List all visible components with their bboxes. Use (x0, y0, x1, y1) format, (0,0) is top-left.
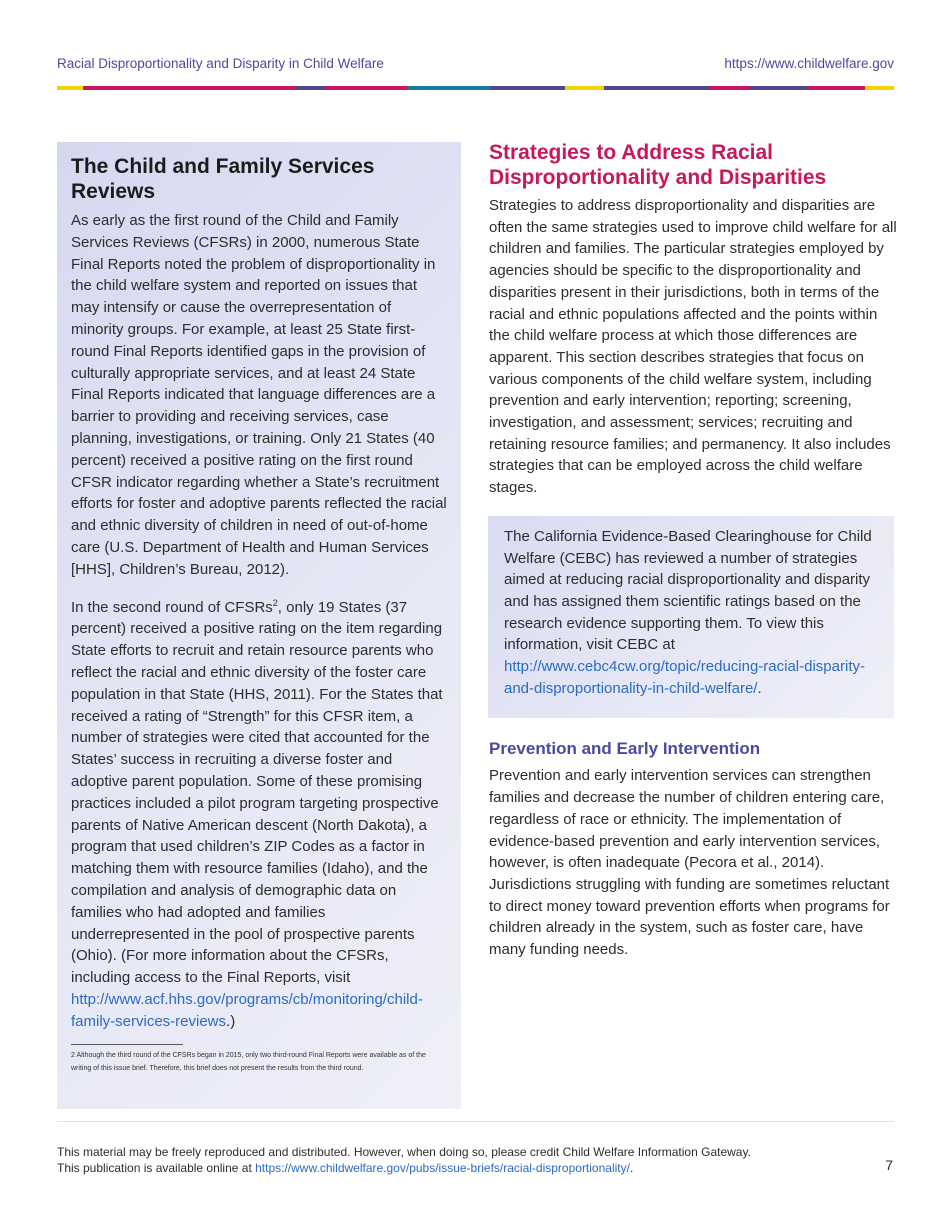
sidebar-p2-start: In the second round of CFSRs (71, 598, 273, 616)
cebc-link[interactable]: http://www.cebc4cw.org/topic/reducing-racial-disparity-and-disproportionality-in-child-welfare/ (504, 658, 865, 697)
sidebar-p2-rest: , only 19 States (37 percent) received a positive rating on the item regarding State efforts to recruit and retain resource parents who reflect the racial and ethnic diversity of the foster care population in that State (HHS, 2011). For the States that received a rating of “Strength” for this CFSR item, a number of strategies were cited that accounted for the States’ success in recruiting a diverse foster and adoptive parent population. Some of these promising practices included a pilot program targeting prospective parents of Native American descent (North Dakota), a program that used children’s ZIP Codes as a factor in matching them with resource families (Idaho), and the compilation and analysis of demographic data on families who had adopted and families underrepresented in the pool of prospective parents (Ohio). (For more information about the CFSRs, including access to the Final Reports, visit (71, 598, 443, 987)
color-bar-segment (407, 86, 490, 90)
color-bar-segment (710, 86, 749, 90)
color-bar-segment (83, 86, 296, 90)
sidebar-title: The Child and Family Services Reviews (71, 155, 375, 203)
color-bar-segment (749, 86, 807, 90)
sidebar-paragraph-1: As early as the first round of the Child and Family Services Reviews (CFSRs) in 2000, numerous State Final Reports noted the problem of disproportionality in the child welfare system and reported on issues that may intensify or cause the overrepresentation of minority groups. For example, at least 25 State first-round Final Reports identified gaps in the provision of culturally appropriate services, and at least 24 State Final Reports indicated that language differences are a barrier to providing and receiving services, case planning, investigations, or training. Only 21 States (40 percent) received a positive rating on the first round CFSR indicator regarding whether a State’s recruitment efforts for foster and adoptive parents reflected the racial and ethnic diversity of children in need of out-of-home care (U.S. Department of Health and Human Services [HHS], Children’s Bureau, 2012). (71, 212, 447, 578)
sidebar-p2-end: .) (226, 1012, 236, 1030)
color-bar-segment (325, 86, 407, 90)
prevention-subheading: Prevention and Early Intervention (489, 739, 761, 759)
intro-paragraph: Strategies to address disproportionality and disparities are often the same strategies used to improve child welfare for all children and families. The particular strategies employed by agencies should be specific to the disproportionality and disparities present in their jurisdictions, both in terms of the racial and ethnic populations affected and the points within the child welfare process at which those differences are apparent. This section describes strategies that focus on various components of the child welfare system, including prevention and early intervention; reporting; screening, investigation, and assessment; services; recruiting and retaining resource families; and permanency. It also includes strategies that can be employed across the child welfare stages. (489, 197, 897, 497)
footer-line-2 (57, 1160, 817, 1176)
sidebar-paragraph-2 (71, 597, 447, 1033)
footer-line-2-end: . (629, 1161, 634, 1175)
cfsr-link[interactable]: http://www.acf.hhs.gov/programs/cb/monitoring/child-family-services-reviews (71, 990, 423, 1030)
color-bar-segment (296, 86, 325, 90)
callout-paragraph (504, 526, 880, 700)
publication-link[interactable]: https://www.childwelfare.gov/pubs/issue-briefs/racial-disproportionality/ (255, 1161, 630, 1175)
cebc-callout-box (488, 516, 894, 719)
prevention-paragraph: Prevention and early intervention services can strengthen families and decrease the number of children entering care, regardless of race or ethnicity. The implementation of evidence-based prevention and early intervention services, however, is often inadequate (Pecora et al., 2014). Jurisdictions struggling with funding are sometimes reluctant to direct money toward prevention efforts when programs for children already in the system, such as foster care, have many funding needs. (489, 767, 890, 959)
footnote-divider (71, 1044, 183, 1045)
section-title: Strategies to Address Racial Disproportionality and Disparities (489, 141, 827, 189)
color-bar-segment (604, 86, 710, 90)
footnote-text: 2 Although the third round of the CFSRs began in 2015, only two third-round Final Reports were available as of the writing of this issue brief. Therefore, this brief does not present the results from the third round. (71, 1052, 426, 1073)
callout-text: The California Evidence-Based Clearinghouse for Child Welfare (CEBC) has reviewed a number of strategies aimed at reducing racial disproportionality and disparity and has assigned them scientific ratings based on the research evidence supporting them. To view this information, visit CEBC at (504, 527, 872, 654)
page-number: 7 (885, 1157, 893, 1173)
footer-line-2-start: This publication is available online at (57, 1161, 256, 1175)
running-header-title: Racial Disproportionality and Disparity in Child Welfare (57, 56, 384, 71)
footer-line-1: This material may be freely reproduced and distributed. However, when doing so, please credit Child Welfare Information Gateway. (57, 1145, 751, 1159)
color-bar-segment (865, 86, 894, 90)
color-bar-segment (57, 86, 83, 90)
callout-end: . (757, 679, 762, 697)
color-bar-segment (807, 86, 865, 90)
color-bar-segment (490, 86, 565, 90)
cfsr-sidebar-box (57, 142, 461, 1109)
footnote-marker[interactable]: 2 (272, 597, 278, 608)
color-bar-segment (565, 86, 604, 90)
header-url-link[interactable]: https://www.childwelfare.gov (724, 56, 894, 71)
header-color-bar (57, 86, 894, 90)
main-column (489, 140, 897, 961)
footer-divider (57, 1121, 894, 1122)
page-footer (57, 1144, 817, 1176)
